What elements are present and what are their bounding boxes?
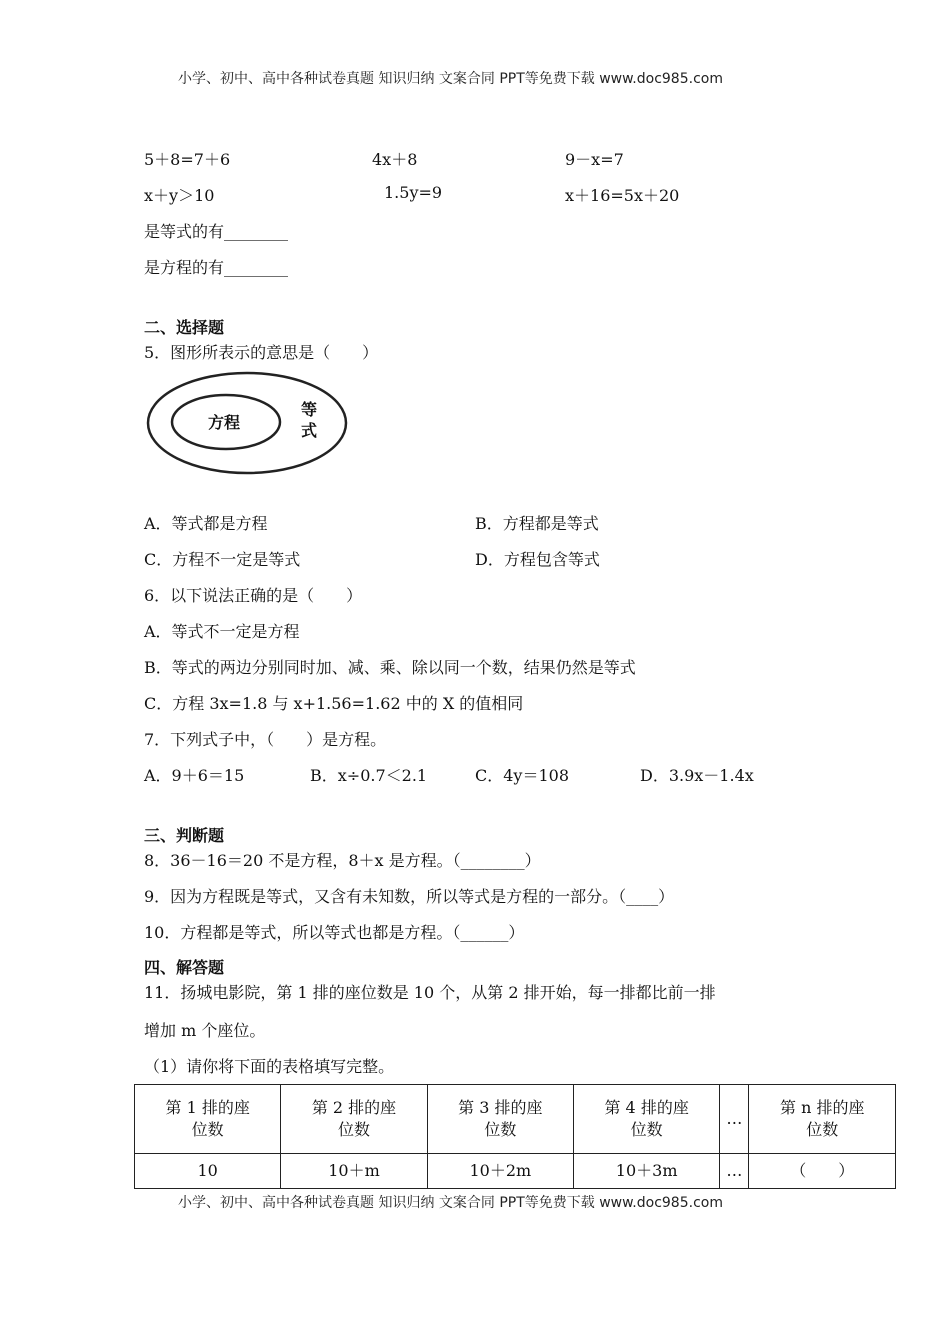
expr-2: 4x＋8 [372, 150, 418, 169]
q6-option-a[interactable]: A．等式不一定是方程 [144, 622, 300, 641]
expr-3: 9－x=7 [565, 150, 624, 169]
value-cell-row-n[interactable]: （ ） [749, 1154, 896, 1189]
q7-option-a[interactable]: A．9＋6＝15 [144, 766, 245, 785]
q5-option-c[interactable]: C．方程不一定是等式 [144, 550, 301, 569]
value-cell-row2: 10＋m [281, 1154, 427, 1189]
value-cell-row1: 10 [135, 1154, 281, 1189]
header-cell-row-n: 第 n 排的座 位数 [749, 1085, 896, 1154]
q8-text: 8．36－16＝20 不是方程，8＋x 是方程。（________） [144, 851, 541, 870]
q11-line1: 11．扬城电影院，第 1 排的座位数是 10 个，从第 2 排开始，每一排都比前一排 [144, 983, 716, 1002]
section-title-judge: 三、判断题 [144, 826, 225, 845]
table-value-row [135, 1154, 896, 1189]
q6-stem: 6．以下说法正确的是（ ） [144, 586, 363, 605]
venn-diagram [144, 370, 354, 480]
outer-label-1: 等 [300, 400, 318, 419]
value-cell-row4: 10＋3m [573, 1154, 719, 1189]
table-header-row [135, 1085, 896, 1154]
section-title-choice: 二、选择题 [144, 318, 225, 337]
expr-6: x＋16=5x＋20 [565, 186, 680, 205]
value-cell-row3: 10＋2m [427, 1154, 573, 1189]
outer-label-2: 式 [300, 421, 318, 440]
header-cell-row2: 第 2 排的座 位数 [281, 1085, 427, 1154]
q5-option-d[interactable]: D．方程包含等式 [475, 550, 600, 569]
q10-text: 10．方程都是等式，所以等式也都是方程。（______） [144, 923, 525, 942]
q7-option-d[interactable]: D．3.9x－1.4x [640, 766, 754, 785]
expr-1: 5＋8=7＋6 [144, 150, 231, 169]
q5-option-b[interactable]: B．方程都是等式 [475, 514, 599, 533]
page-footer: 小学、初中、高中各种试卷真题 知识归纳 文案合同 PPT等免费下载 www.doc985.com [178, 1195, 723, 1211]
expr-4: x＋y＞10 [144, 186, 215, 205]
equality-answer-line: 是等式的有________ [144, 222, 289, 241]
header-cell-row3: 第 3 排的座 位数 [427, 1085, 573, 1154]
page-header: 小学、初中、高中各种试卷真题 知识归纳 文案合同 PPT等免费下载 www.doc985.com [178, 71, 723, 87]
header-cell-row1: 第 1 排的座 位数 [135, 1085, 281, 1154]
q5-option-a[interactable]: A．等式都是方程 [144, 514, 268, 533]
q6-option-c[interactable]: C．方程 3x=1.8 与 x+1.56=1.62 中的 X 的值相同 [144, 694, 524, 713]
section-title-solve: 四、解答题 [144, 958, 225, 977]
q9-text: 9．因为方程既是等式，又含有未知数，所以等式是方程的一部分。（____） [144, 887, 675, 906]
q7-option-b[interactable]: B．x÷0.7＜2.1 [310, 766, 428, 785]
q6-option-b[interactable]: B．等式的两边分别同时加、减、乘、除以同一个数，结果仍然是等式 [144, 658, 636, 677]
header-cell-row4: 第 4 排的座 位数 [573, 1085, 719, 1154]
q7-option-c[interactable]: C．4y＝108 [475, 766, 570, 785]
seat-table [134, 1084, 896, 1189]
q5-stem: 5．图形所表示的意思是（ ） [144, 343, 379, 362]
equation-answer-line: 是方程的有________ [144, 258, 289, 277]
expr-5: 1.5y=9 [384, 183, 443, 202]
header-cell-ellipsis: … [720, 1085, 749, 1154]
q7-stem: 7．下列式子中，（ ）是方程。 [144, 730, 387, 749]
value-cell-ellipsis: … [720, 1154, 749, 1189]
inner-label: 方程 [207, 413, 241, 432]
q11-sub1: （1）请你将下面的表格填写完整。 [144, 1057, 395, 1076]
q11-line2: 增加 m 个座位。 [144, 1021, 266, 1040]
